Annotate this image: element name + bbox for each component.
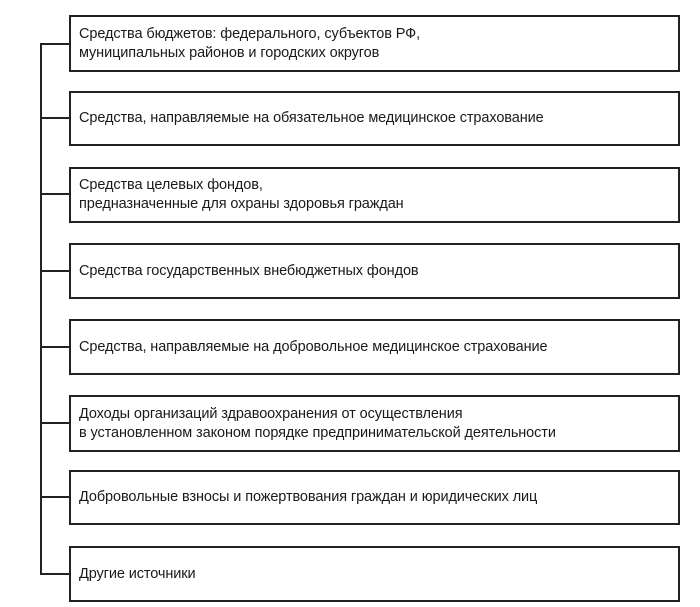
connector-line [40,346,70,348]
connector-line [40,496,70,498]
source-box-donations [69,470,680,525]
source-box-label: Средства целевых фондов, предназначенные для охраны здоровья граждан [79,177,404,212]
source-box-entrepreneurial-income [69,395,680,452]
connector-line [40,422,70,424]
connector-line [40,193,70,195]
source-box-label: Другие источники [79,565,196,582]
source-box-budgets [69,15,680,72]
source-box-label: Средства государственных внебюджетных фондов [79,262,419,279]
connector-line [40,573,70,575]
connector-line [40,43,70,45]
source-box-label: Средства, направляемые на добровольное медицинское страхование [79,338,548,355]
source-box-targeted-funds [69,167,680,223]
source-box-label: Средства, направляемые на обязательное медицинское страхование [79,110,544,126]
connector-line [40,117,70,119]
source-box-voluntary-insurance [69,319,680,375]
connector-line [40,270,70,272]
source-box-mandatory-insurance [69,91,680,146]
diagram-spine-line [40,43,42,573]
source-box-label: Средства бюджетов: федерального, субъектов РФ, муниципальных районов и городских округов [79,25,421,61]
source-box-other [69,546,680,602]
source-box-extrabudgetary-funds [69,243,680,299]
source-box-label: Добровольные взносы и пожертвования граждан и юридических лиц [79,489,538,505]
source-box-label: Доходы организаций здравоохранения от осуществления в установленном законом порядке предпринимательской деятельности [79,405,556,441]
